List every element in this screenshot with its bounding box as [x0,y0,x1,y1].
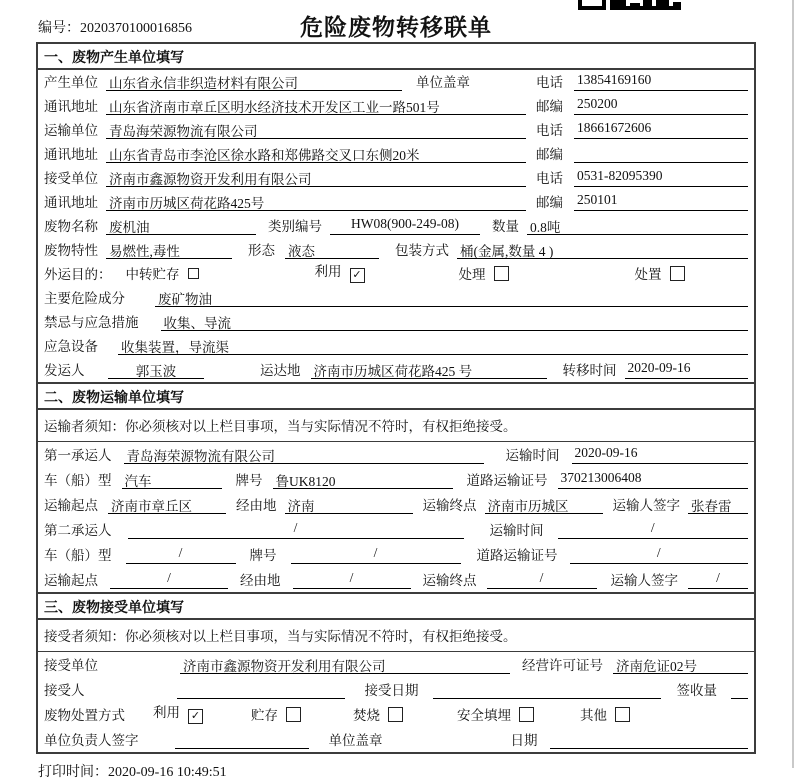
vehicle-type-2-value: / [126,545,236,564]
carrier-sign-value: 张春雷 [688,495,748,514]
vehicle-type-label: 车（船）型 [44,473,112,488]
vehicle-type-label: 车（船）型 [44,548,112,563]
serial-label: 编号： [38,21,80,36]
section-receiver [36,592,756,754]
vehicle-row-1 [38,467,754,492]
receive-unit-row [38,652,754,677]
destination-label: 运达地 [260,363,301,378]
origin-2-value: / [110,570,228,589]
via-label: 经由地 [236,498,277,513]
disposal-method-row [38,702,754,727]
package-value: 桶(金属,数量 4 ) [457,240,748,259]
waste-character-row [38,238,754,262]
route-row-2 [38,567,754,592]
origin-label: 运输起点 [44,573,98,588]
section-receiver-title: 三、废物接受单位填写 [38,594,754,620]
producer-phone-value: 13854169160 [574,72,748,91]
carrier-sign-label: 运输人签字 [610,573,678,588]
operation-license-label: 经营许可证号 [522,658,603,673]
receiver-address-row [38,190,754,214]
form-label: 形态 [248,243,275,258]
first-carrier-value: 青岛海荣源物流有限公司 [124,445,484,464]
receive-date-label: 接受日期 [364,683,419,698]
transport-time-label: 运输时间 [505,448,560,463]
via-label: 经由地 [240,573,281,588]
transporter-notice-label: 运输者须知： [44,419,125,434]
transporter-unit-value: 青岛海荣源物流有限公司 [106,120,526,139]
producer-address-row [38,94,754,118]
receive-date-value [433,680,661,699]
receiver-notice-label: 接受者须知： [44,629,125,644]
unit-seal-label: 单位盖章 [416,75,470,90]
purpose-transit-storage-checkbox [188,268,199,279]
producer-unit-row [38,70,754,94]
waste-character-value: 易燃性,毒性 [106,240,232,259]
receive-unit-value: 济南市鑫源物资开发利用有限公司 [180,655,510,674]
waste-character-label: 废物特性 [44,243,98,258]
receiver-zip-value: 250101 [574,192,748,211]
transporter-zip-value [574,144,748,163]
responsible-sign-value [175,730,309,749]
serial-number [38,17,192,37]
date-value [550,730,749,749]
transporter-phone-value: 18661672606 [574,120,748,139]
document-header [36,8,756,42]
purpose-label: 外运目的： [44,267,112,282]
plate-number-label: 牌号 [235,473,263,488]
shipper-label: 发运人 [44,363,85,378]
plate-number-2-value: / [291,545,461,564]
package-label: 包装方式 [395,243,449,258]
road-permit-label: 道路运输证号 [466,473,548,488]
disposal-incinerate-checkbox [388,707,403,722]
purpose-dispose-label: 处置 [634,267,662,282]
road-permit-2-value: / [570,545,749,564]
producer-zip-value: 250200 [574,96,748,115]
disposal-method-label: 废物处置方式 [44,708,125,723]
receiver-person-row [38,677,754,702]
taboo-measures-value: 收集、导流 [161,312,749,331]
purpose-treat-label: 处理 [458,267,486,282]
carrier-sign-label: 运输人签字 [612,498,680,513]
transfer-time-label: 转移时间 [562,363,617,378]
disposal-storage-label: 贮存 [251,708,278,723]
destination-value: 济南市历城区荷花路425 号 [311,360,547,379]
purpose-treat-checkbox [494,266,509,281]
phone-label: 电话 [536,123,563,138]
first-carrier-row [38,442,754,467]
transporter-notice [38,410,754,442]
producer-unit-value: 山东省永信非织造材料有限公司 [106,72,402,91]
shipper-row [38,358,754,382]
section-transporter [36,382,756,594]
date-label: 日期 [510,733,538,748]
section-producer [36,42,756,384]
page-title: 危险废物转移联单 [300,14,492,40]
category-code-value: HW08(900-249-08) [330,216,480,235]
receive-unit-label: 接受单位 [44,658,98,673]
road-permit-value: 370213006408 [558,470,749,489]
disposal-landfill-checkbox [519,707,534,722]
manifest-document [36,8,756,781]
emergency-equipment-row [38,334,754,358]
endpoint-value: 济南市历城区 [485,495,603,514]
unit-seal-label: 单位盖章 [328,733,383,748]
operation-license-value: 济南危证02号 [613,655,748,674]
disposal-other-checkbox [615,707,630,722]
taboo-measures-row [38,310,754,334]
receiver-person-label: 接受人 [44,683,85,698]
section-producer-title: 一、废物产生单位填写 [38,44,754,70]
emergency-equipment-value: 收集装置，导流渠 [118,336,748,355]
hazard-component-value: 废矿物油 [155,288,748,307]
responsible-sign-row [38,727,754,752]
phone-label: 电话 [536,171,563,186]
zip-label: 邮编 [536,99,563,114]
taboo-measures-label: 禁忌与应急措施 [44,315,139,330]
quantity-value: 0.8吨 [527,216,748,235]
address-label: 通讯地址 [44,195,98,210]
carrier-sign-2-value: / [688,570,748,589]
receiver-person-value [177,680,345,699]
receiver-address-value: 济南市历城区荷花路425号 [106,192,526,211]
endpoint-label: 运输终点 [422,573,477,588]
serial-value: 2020370100016856 [80,21,192,36]
shipper-value: 郭玉波 [108,360,204,379]
receiver-unit-row [38,166,754,190]
disposal-landfill-label: 安全填埋 [457,708,511,723]
disposal-incinerate-label: 焚烧 [353,708,380,723]
endpoint-label: 运输终点 [422,498,477,513]
waste-name-value: 废机油 [106,216,256,235]
print-time-value: 2020-09-16 10:49:51 [108,765,227,780]
transporter-address-value: 山东省青岛市李沧区徐水路和郑佛路交叉口东侧20米 [106,144,526,163]
transport-time-2-value: / [558,520,749,539]
producer-unit-label: 产生单位 [44,75,98,90]
transporter-notice-text: 你必须核对以上栏目事项，当与实际情况不符时，有权拒绝接受。 [125,419,517,434]
receiver-notice-text: 你必须核对以上栏目事项，当与实际情况不符时，有权拒绝接受。 [125,629,517,644]
plate-number-value: 鲁UK8120 [273,470,453,489]
endpoint-2-value: / [487,570,597,589]
disposal-storage-checkbox [286,707,301,722]
transporter-address-row [38,142,754,166]
form-value: 液态 [285,240,379,259]
second-carrier-label: 第二承运人 [44,523,112,538]
print-time-label: 打印时间： [38,765,108,780]
print-time [36,761,756,781]
disposal-use-label: 利用 [153,705,180,720]
second-carrier-value: / [128,520,464,539]
received-amount-value [731,680,748,699]
vehicle-type-value: 汽车 [122,470,222,489]
transfer-time-value: 2020-09-16 [625,360,749,379]
purpose-transit-storage-label: 中转贮存 [125,267,180,282]
address-label: 通讯地址 [44,99,98,114]
transporter-unit-label: 运输单位 [44,123,98,138]
origin-label: 运输起点 [44,498,98,513]
waste-name-row [38,214,754,238]
disposal-other-label: 其他 [580,708,607,723]
transport-time-value: 2020-09-16 [572,445,749,464]
vehicle-row-2 [38,542,754,567]
purpose-use-checkbox: ✓ [350,268,365,283]
receiver-unit-value: 济南市鑫源物资开发利用有限公司 [106,168,526,187]
qr-code-fragment [578,0,688,11]
via-value: 济南 [285,495,413,514]
purpose-dispose-checkbox [670,266,685,281]
category-code-label: 类别编号 [268,219,322,234]
receiver-unit-label: 接受单位 [44,171,98,186]
transporter-unit-row [38,118,754,142]
first-carrier-label: 第一承运人 [44,448,112,463]
received-amount-label: 签收量 [676,683,717,698]
zip-label: 邮编 [536,147,563,162]
page-right-edge [792,0,794,768]
address-label: 通讯地址 [44,147,98,162]
responsible-sign-label: 单位负责人签字 [44,733,139,748]
hazard-component-label: 主要危险成分 [44,291,125,306]
purpose-row [38,262,754,286]
receiver-notice [38,620,754,652]
producer-address-value: 山东省济南市章丘区明水经济技术开发区工业一路501号 [106,96,526,115]
route-row-1 [38,492,754,517]
via-2-value: / [293,570,411,589]
quantity-label: 数量 [492,219,519,234]
zip-label: 邮编 [536,195,563,210]
second-carrier-row [38,517,754,542]
plate-number-label: 牌号 [249,548,277,563]
hazard-component-row [38,286,754,310]
section-transporter-title: 二、废物运输单位填写 [38,384,754,410]
receiver-phone-value: 0531-82095390 [574,168,748,187]
transport-time-label: 运输时间 [489,523,544,538]
waste-name-label: 废物名称 [44,219,98,234]
origin-value: 济南市章丘区 [108,495,226,514]
emergency-equipment-label: 应急设备 [44,339,98,354]
disposal-use-checkbox: ✓ [188,709,203,724]
purpose-use-label: 利用 [314,264,342,279]
phone-label: 电话 [536,75,563,90]
road-permit-label: 道路运输证号 [476,548,558,563]
